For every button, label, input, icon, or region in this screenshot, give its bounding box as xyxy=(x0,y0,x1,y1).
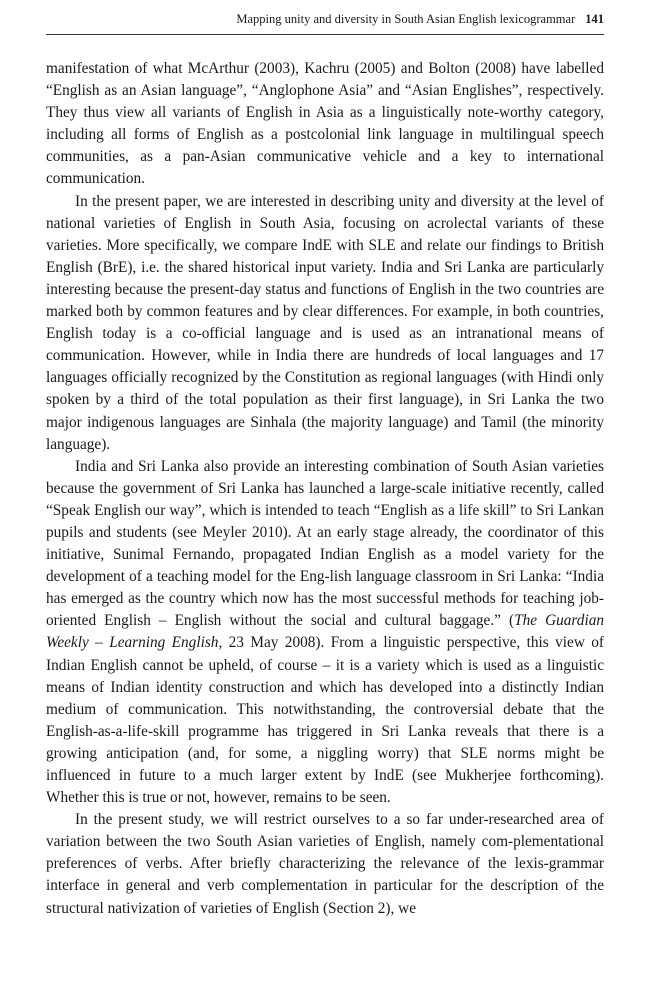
running-title: Mapping unity and diversity in South Asian English lexicogrammar xyxy=(236,12,576,26)
paragraph-3-part-2: , 23 May 2008). From a linguistic perspective, this view of Indian English cannot be upheld, of course – it is a variety which is used as a linguistic means of Indian identity construction and which has developed into a distinctly Indian medium of communication. This notwithstanding, the controversial debate that the English-as-a-life-skill programme has triggered in Sri Lanka reveals that there is a growing anticipation (and, for some, a niggling worry) that SLE norms might be influenced in future to a much larger extent by IndE (see Mukherjee forthcoming). Whether this is true or not, however, remains to be seen. xyxy=(46,634,605,807)
paragraph-1: manifestation of what McArthur (2003), Kachru (2005) and Bolton (2008) have labelled “English as an Asian language”, “Anglophone Asia” and “Asian Englishes”, respectively. They thus view all variants of English in Asia as a linguistically note-worthy category, including all forms of English as a postcolonial link language in multilingual speech communities, as a pan-Asian communicative vehicle and a key to international communication. xyxy=(46,60,604,188)
paragraph-4: In the present study, we will restrict ourselves to a so far under-researched area of variation between the two South Asian varieties of English, namely com-plementational preferences of verbs. After briefly characterizing the relevance of the lexis-grammar interface in general and verb complementation in particular for the description of the structural nativization of varieties of English (Section 2), we xyxy=(46,811,604,917)
running-head xyxy=(46,8,604,35)
body-text xyxy=(46,58,604,920)
paragraph-3-citation-title: The Guardian Weekly – Learning English xyxy=(46,612,604,652)
paragraph-2: In the present paper, we are interested in describing unity and diversity at the level of national varieties of English in South Asia, focusing on acrolectal variants of these varieties. More specifically, we compare IndE with SLE and relate our findings to British English (BrE), i.e. the shared historical input variety. India and Sri Lanka are particularly interesting because the present-day status and functions of English in the two countries are marked both by common features and by clear differences. For example, in both countries, English today is a co-official language and is used as an intranational means of communication. However, while in India there are hundreds of local languages and 17 languages officially recognized by the Constitution as regional languages (with Hindi only spoken by a third of the total population as their first language), in Sri Lanka the two major indigenous languages are Sinhala (the majority language) and Tamil (the minority language). xyxy=(46,192,604,453)
paragraph-3 xyxy=(46,456,604,810)
page-number: 141 xyxy=(585,12,604,26)
paragraph-3-part-1: India and Sri Lanka also provide an interesting combination of South Asian varieties because the government of Sri Lanka has launched a large-scale initiative recently, called “Speak English our way”, which is intended to teach “English as a life skill” to Sri Lankan pupils and students (see Meyler 2010). At an early stage already, the coordinator of this initiative, Sunimal Fernando, propagated Indian English as a model variety for the development of a teaching model for the Eng-lish language classroom in Sri Lanka: “India has emerged as the country which now has the most successful methods for teaching job-oriented English – English without the social and cultural baggage.” ( xyxy=(46,457,604,630)
